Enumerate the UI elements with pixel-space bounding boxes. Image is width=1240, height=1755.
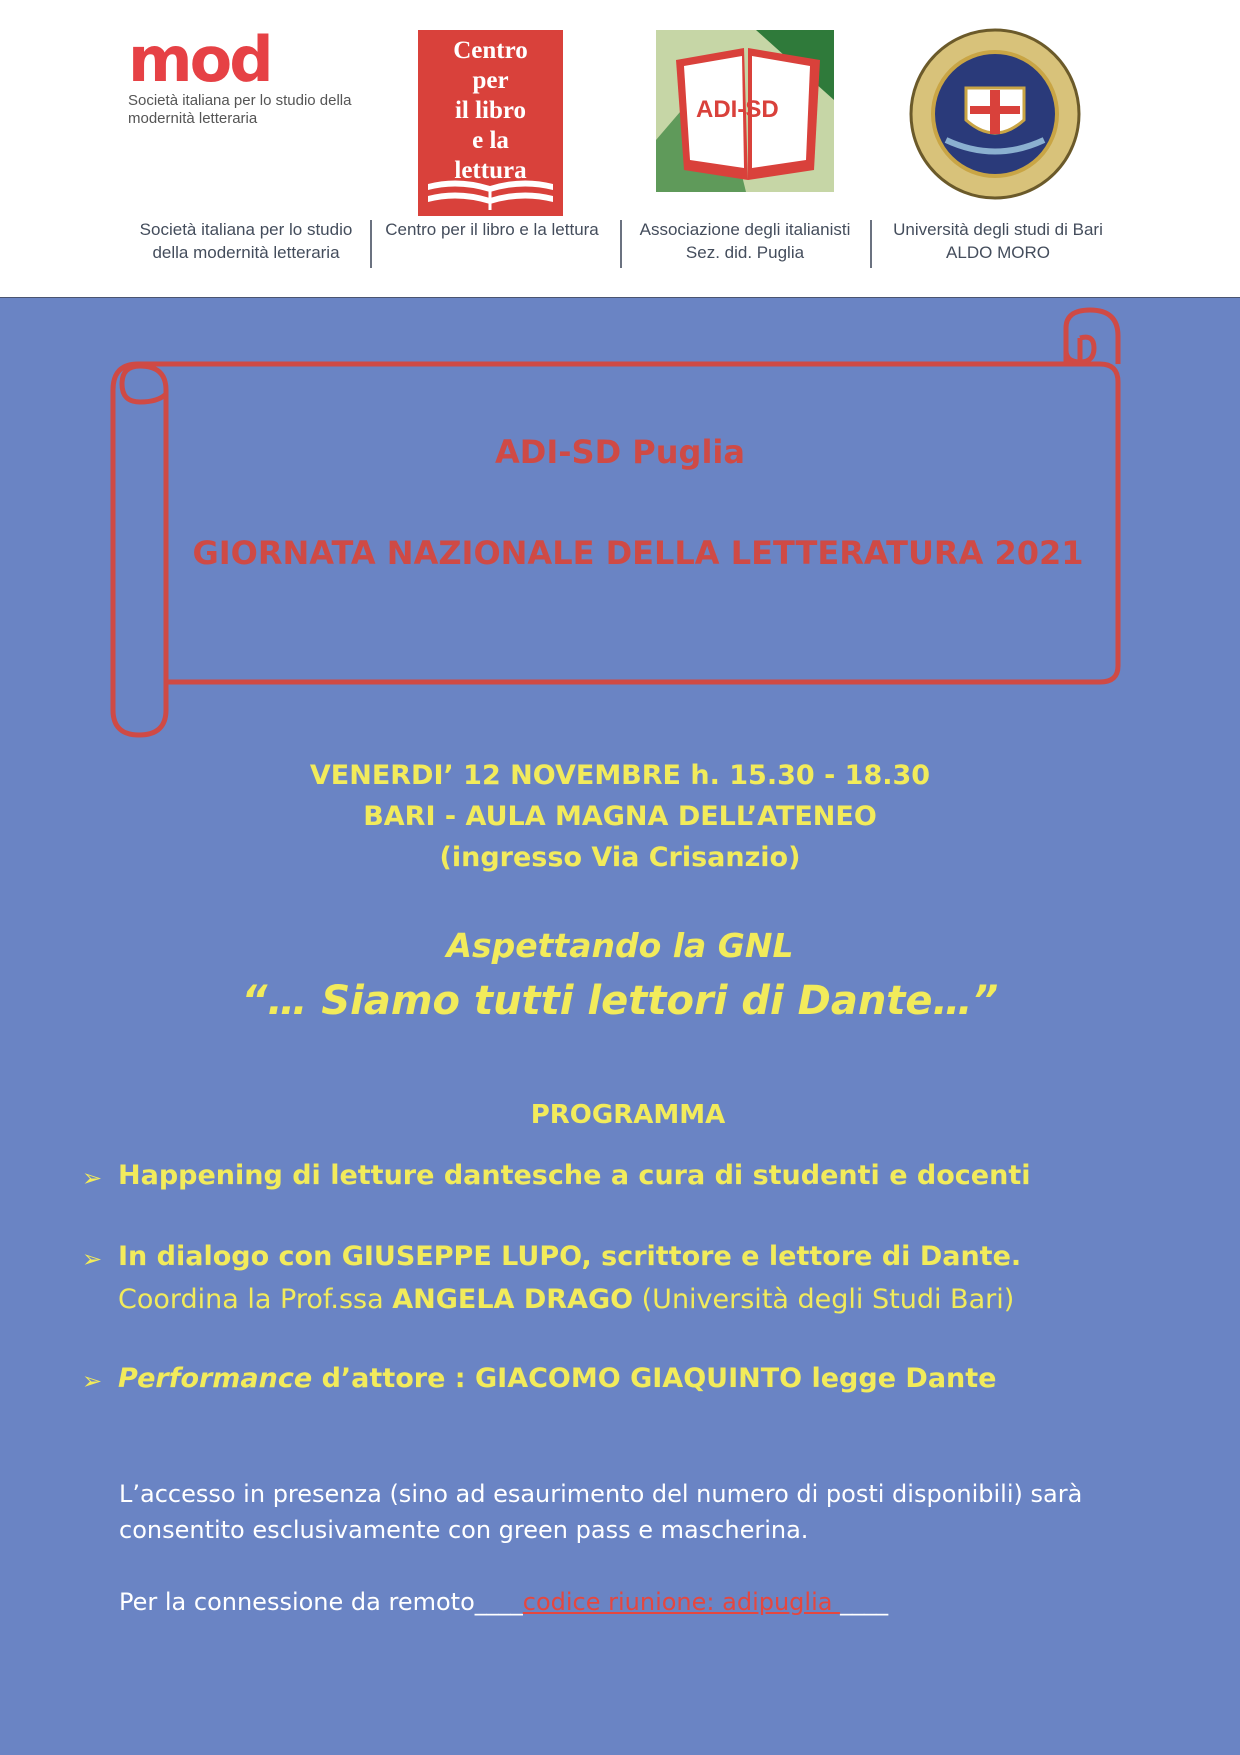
program-item-dialogue: In dialogo con GIUSEPPE LUPO, scrittore e lettore di Dante. xyxy=(118,1241,1022,1272)
cepell-logo-text: Centro per il libro e la lettura xyxy=(453,37,528,184)
program-item-performance: Performance d’attore : GIACOMO GIAQUINTO legge Dante xyxy=(118,1363,997,1394)
access-note: L’accesso in presenza (sino ad esaurimento del numero di posti disponibili) sarà consentito esclusivamente con green pass e mascherina. xyxy=(119,1480,1083,1544)
subtitle-quote: “… Siamo tutti lettori di Dante…” xyxy=(241,978,999,1024)
scroll-banner-frame xyxy=(0,298,1240,748)
event-entrance: (ingresso Via Crisanzio) xyxy=(439,842,801,873)
header-logos xyxy=(0,0,1240,297)
meeting-code-link[interactable]: codice riunione: adipuglia xyxy=(522,1588,841,1616)
program-item-dialogue-coordinator: Coordina la Prof.ssa ANGELA DRAGO (Università degli Studi Bari) xyxy=(118,1284,1015,1315)
adi-sd-logo xyxy=(656,30,834,192)
event-venue: BARI - AULA MAGNA DELL’ATENEO xyxy=(363,801,877,832)
caption-cepell: Centro per il libro e la lettura xyxy=(385,220,599,239)
banner-title: GIORNATA NAZIONALE DELLA LETTERATURA 2021 xyxy=(192,534,1084,572)
program-heading: PROGRAMMA xyxy=(530,1100,726,1130)
mod-logo xyxy=(128,23,352,128)
book-icon xyxy=(418,176,563,216)
mod-logo-subtitle: Società italiana per lo studio della modernità letteraria xyxy=(128,92,352,127)
mod-logo-wordmark: mod xyxy=(128,23,271,96)
caption-mod: Società italiana per lo studio della modernità letteraria xyxy=(139,220,353,262)
adi-sd-logo-text: ADI-SD xyxy=(696,96,779,123)
seal-icon xyxy=(906,28,1084,200)
program-item-happening: Happening di letture dantesche a cura di studenti e docenti xyxy=(118,1160,1031,1191)
arrow-bullet-icon: ➢ xyxy=(82,1368,103,1395)
banner-org: ADI-SD Puglia xyxy=(495,433,745,471)
event-date-time: VENERDI’ 12 NOVEMBRE h. 15.30 - 18.30 xyxy=(309,760,931,791)
university-seal-logo xyxy=(906,28,1084,200)
arrow-bullet-icon: ➢ xyxy=(82,1246,103,1273)
subtitle-line1: Aspettando la GNL xyxy=(446,926,794,965)
caption-adi: Associazione degli italianisti Sez. did. Puglia xyxy=(639,220,851,262)
arrow-bullet-icon: ➢ xyxy=(82,1165,103,1192)
caption-university: Università degli studi di Bari ALDO MORO xyxy=(893,220,1103,262)
poster-body xyxy=(0,297,1240,1755)
cepell-logo xyxy=(418,30,563,216)
remote-connection-line: Per la connessione da remoto____codice riunione: adipuglia ____ xyxy=(119,1588,889,1616)
